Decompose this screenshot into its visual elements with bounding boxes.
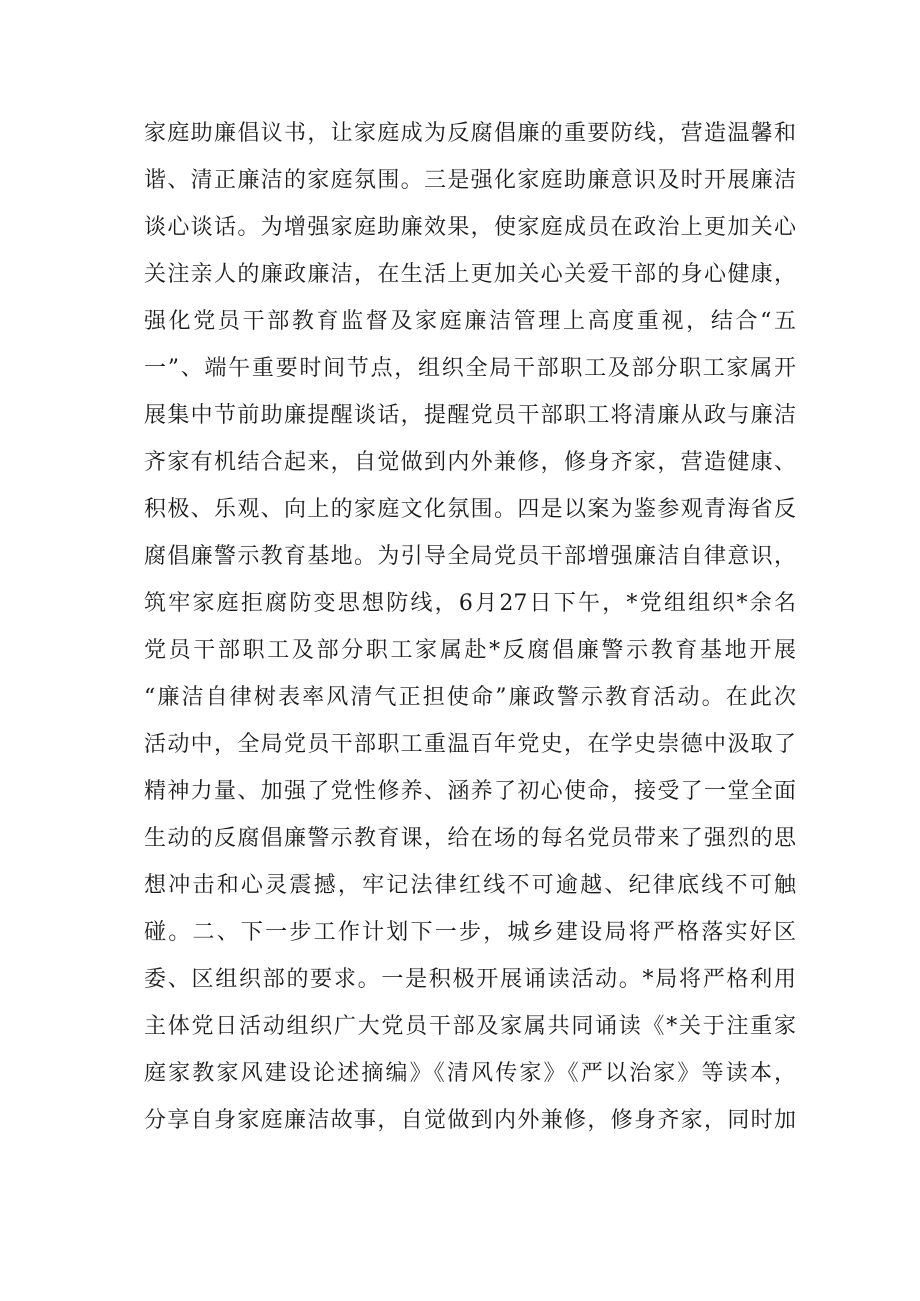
text-line: 委、区组织部的要求。一是积极开展诵读活动。*局将严格利用: [144, 967, 796, 992]
text-line: 展集中节前助廉提醒谈话，提醒党员干部职工将清廉从政与廉洁: [144, 403, 796, 428]
text-line: 腐倡廉警示教育基地。为引导全局党员干部增强廉洁自律意识，: [144, 544, 796, 569]
text-line: 主体党日活动组织广大党员干部及家属共同诵读《*关于注重家: [144, 1014, 796, 1039]
text-line: 分享自身家庭廉洁故事，自觉做到内外兼修，修身齐家，同时加: [144, 1108, 796, 1133]
text-line: 党员干部职工及部分职工家属赴*反腐倡廉警示教育基地开展: [144, 638, 796, 663]
text-line: 碰。二、下一步工作计划下一步，城乡建设局将严格落实好区: [144, 920, 796, 945]
text-line: 精神力量、加强了党性修养、涵养了初心使命，接受了一堂全面: [144, 779, 796, 804]
text-line: 想冲击和心灵震撼，牢记法律红线不可逾越、纪律底线不可触: [144, 873, 796, 898]
text-line: “廉洁自律树表率风清气正担使命”廉政警示教育活动。在此次: [144, 685, 796, 710]
text-line: 活动中，全局党员干部职工重温百年党史，在学史崇德中汲取了: [144, 732, 796, 757]
text-line: 强化党员干部教育监督及家庭廉洁管理上高度重视，结合“五: [144, 309, 796, 334]
text-line: 庭家教家风建设论述摘编》《清风传家》《严以治家》等读本，: [144, 1061, 796, 1086]
text-line: 齐家有机结合起来，自觉做到内外兼修，修身齐家，营造健康、: [144, 450, 796, 475]
text-line: 积极、乐观、向上的家庭文化氛围。四是以案为鉴参观青海省反: [144, 497, 796, 522]
text-line: 一”、端午重要时间节点，组织全局干部职工及部分职工家属开: [144, 356, 796, 381]
text-line: 家庭助廉倡议书，让家庭成为反腐倡廉的重要防线，营造温馨和: [144, 121, 796, 146]
text-line: 谐、清正廉洁的家庭氛围。三是强化家庭助廉意识及时开展廉洁: [144, 168, 796, 193]
text-line: 关注亲人的廉政廉洁，在生活上更加关心关爱干部的身心健康，: [144, 262, 796, 287]
body-paragraph: [144, 110, 796, 1144]
text-line: 生动的反腐倡廉警示教育课，给在场的每名党员带来了强烈的思: [144, 826, 796, 851]
text-line: 筑牢家庭拒腐防变思想防线，6月27日下午，*党组组织*余名: [144, 591, 796, 616]
text-line: 谈心谈话。为增强家庭助廉效果，使家庭成员在政治上更加关心: [144, 215, 796, 240]
